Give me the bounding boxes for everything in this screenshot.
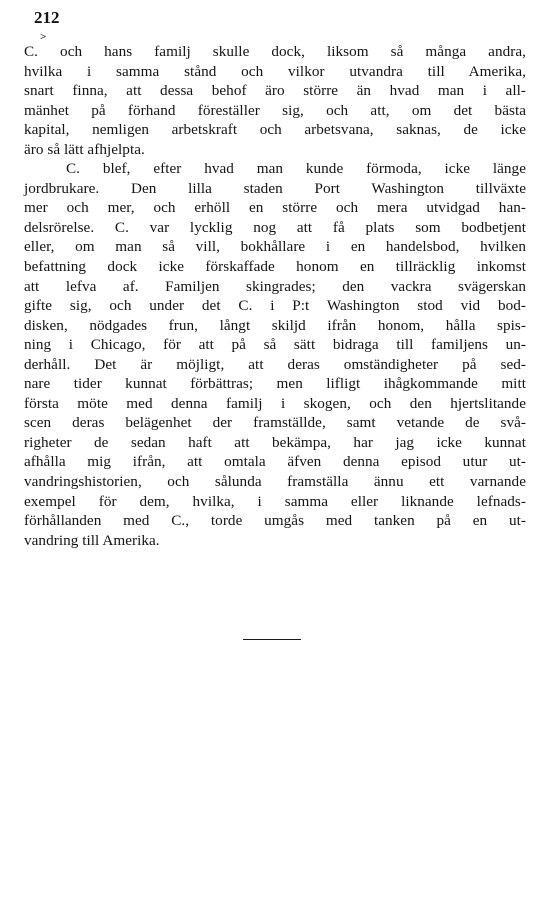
- text-line: vandringshistorien, och sålunda framställa ännu ett varnande: [24, 473, 526, 491]
- text-line: derhåll. Det är möjligt, att deras omständigheter på sed-: [24, 355, 526, 373]
- text-line: första möte med denna familj i skogen, och den hjertslitande: [24, 394, 526, 412]
- text-line: äro så lätt afhjelpta.: [24, 140, 145, 158]
- text-line: jordbrukare. Den lilla staden Port Washington tillväxte: [24, 179, 526, 197]
- text-line: förhållanden med C., torde umgås med tanken på en ut-: [24, 512, 526, 530]
- text-line: hvilka i samma stånd och vilkor utvandra till Amerika,: [24, 62, 526, 80]
- printer-mark: >: [40, 31, 47, 43]
- body-text: [24, 42, 526, 550]
- text-line: delsrörelse. C. var lycklig nog att få plats som bodbetjent: [24, 218, 526, 236]
- text-line: scen deras belägenhet der framställde, samt vetande de svå-: [24, 414, 526, 432]
- text-line: C. blef, efter hvad man kunde förmoda, icke länge: [66, 160, 526, 178]
- page-number: 212: [34, 8, 60, 27]
- section-divider: [243, 639, 301, 640]
- text-line: afhålla mig ifrån, att omtala äfven denna episod utur ut-: [24, 453, 526, 471]
- text-line: kapital, nemligen arbetskraft och arbetsvana, saknas, de icke: [24, 121, 526, 139]
- text-line: snart finna, att dessa behof äro större än hvad man i all-: [24, 82, 526, 100]
- text-line: disken, nödgades frun, långt skiljd ifrån honom, hålla spis-: [24, 316, 526, 334]
- text-line: nare tider kunnat förbättras; men lifligt ihågkommande mitt: [24, 375, 526, 393]
- text-line: exempel för dem, hvilka, i samma eller liknande lefnads-: [24, 492, 526, 510]
- text-line: C. och hans familj skulle dock, liksom så många andra,: [24, 43, 526, 60]
- text-line: righeter de sedan haft att bekämpa, har jag icke kunnat: [24, 433, 526, 451]
- text-line: vandring till Amerika.: [24, 531, 160, 549]
- text-line: att lefva af. Familjen skingrades; den vackra svägerskan: [24, 277, 526, 295]
- text-line: eller, om man så vill, bokhållare i en handelsbod, hvilken: [24, 238, 526, 256]
- text-line: gifte sig, och under det C. i P:t Washington stod vid bod-: [24, 297, 526, 315]
- text-line: ning i Chicago, för att på så sätt bidraga till familjens un-: [24, 336, 526, 354]
- text-line: befattning dock icke förskaffade honom en tillräcklig inkomst: [24, 258, 526, 276]
- text-line: mänhet på förhand föreställer sig, och att, om det bästa: [24, 101, 526, 119]
- text-line: mer och mer, och erhöll en större och mera utvidgad han-: [24, 199, 526, 217]
